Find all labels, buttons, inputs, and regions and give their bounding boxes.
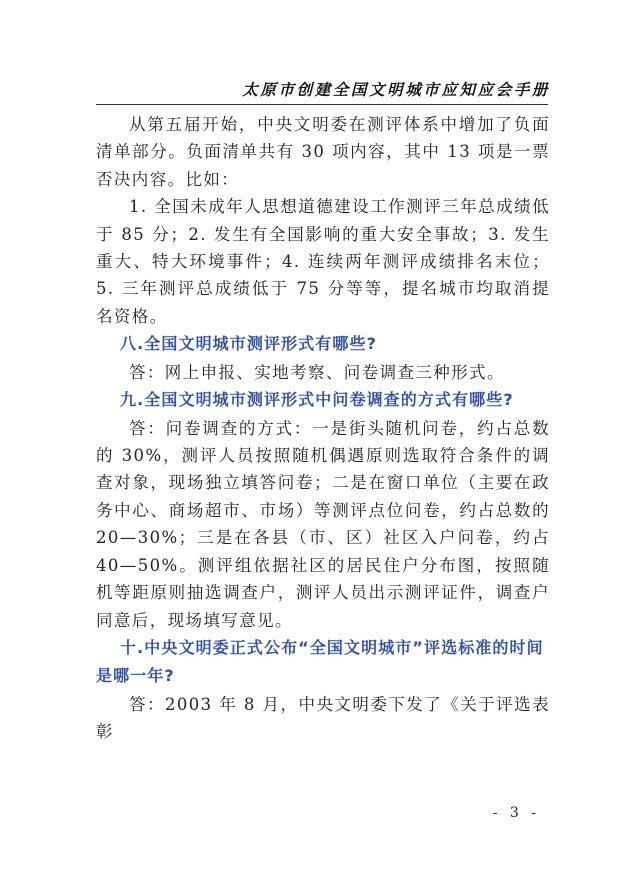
page-number: - 3 - bbox=[492, 805, 540, 821]
intro-paragraph: 从第五届开始，中央文明委在测评体系中增加了负面清单部分。负面清单共有 30 项内容，其中 13 项是一票否决内容。比如： bbox=[96, 115, 550, 189]
answer-9: 答：问卷调查的方式：一是街头随机问卷，约占总数的 30%，测评人员按照随机偶遇原则选取符合条件的调查对象，现场独立填答问卷；二是在窗口单位（主要在政务中心、商场超市、市场）等测评点位问卷，约占总数的 20—30%；三是在各县（市、区）社区入户问卷，约占 40—50%。测评组依据社区的居民住户分布图，按照随机等距原则抽选调查户，测评人员出示测评证件，调查户同意后，现场填写意见。 bbox=[96, 418, 550, 630]
question-8-heading: 八.全国文明城市测评形式有哪些? bbox=[120, 334, 377, 354]
question-9-heading: 九.全国文明城市测评形式中问卷调查的方式有哪些? bbox=[120, 390, 514, 410]
answer-8: 答：网上申报、实地考察、问卷调查三种形式。 bbox=[129, 362, 505, 382]
veto-list-paragraph: 1. 全国未成年人思想道德建设工作测评三年总成绩低于 85 分；2. 发生有全国影响的重大安全事故；3. 发生重大、特大环境事件；4. 连续两年测评成绩排名末位；5. 三年测评总成绩低于 75 分等等，提名城市均取消提名资格。 bbox=[96, 197, 550, 326]
handbook-title: 太原市创建全国文明城市应知应会手册 bbox=[242, 81, 550, 99]
answer-10: 答：2003 年 8 月，中央文明委下发了《关于评选表彰 bbox=[96, 694, 550, 742]
question-10-heading: 十.中央文明委正式公布“全国文明城市”评选标准的时间是哪一年? bbox=[96, 637, 544, 686]
page-content bbox=[96, 111, 550, 746]
header-divider bbox=[96, 104, 548, 105]
